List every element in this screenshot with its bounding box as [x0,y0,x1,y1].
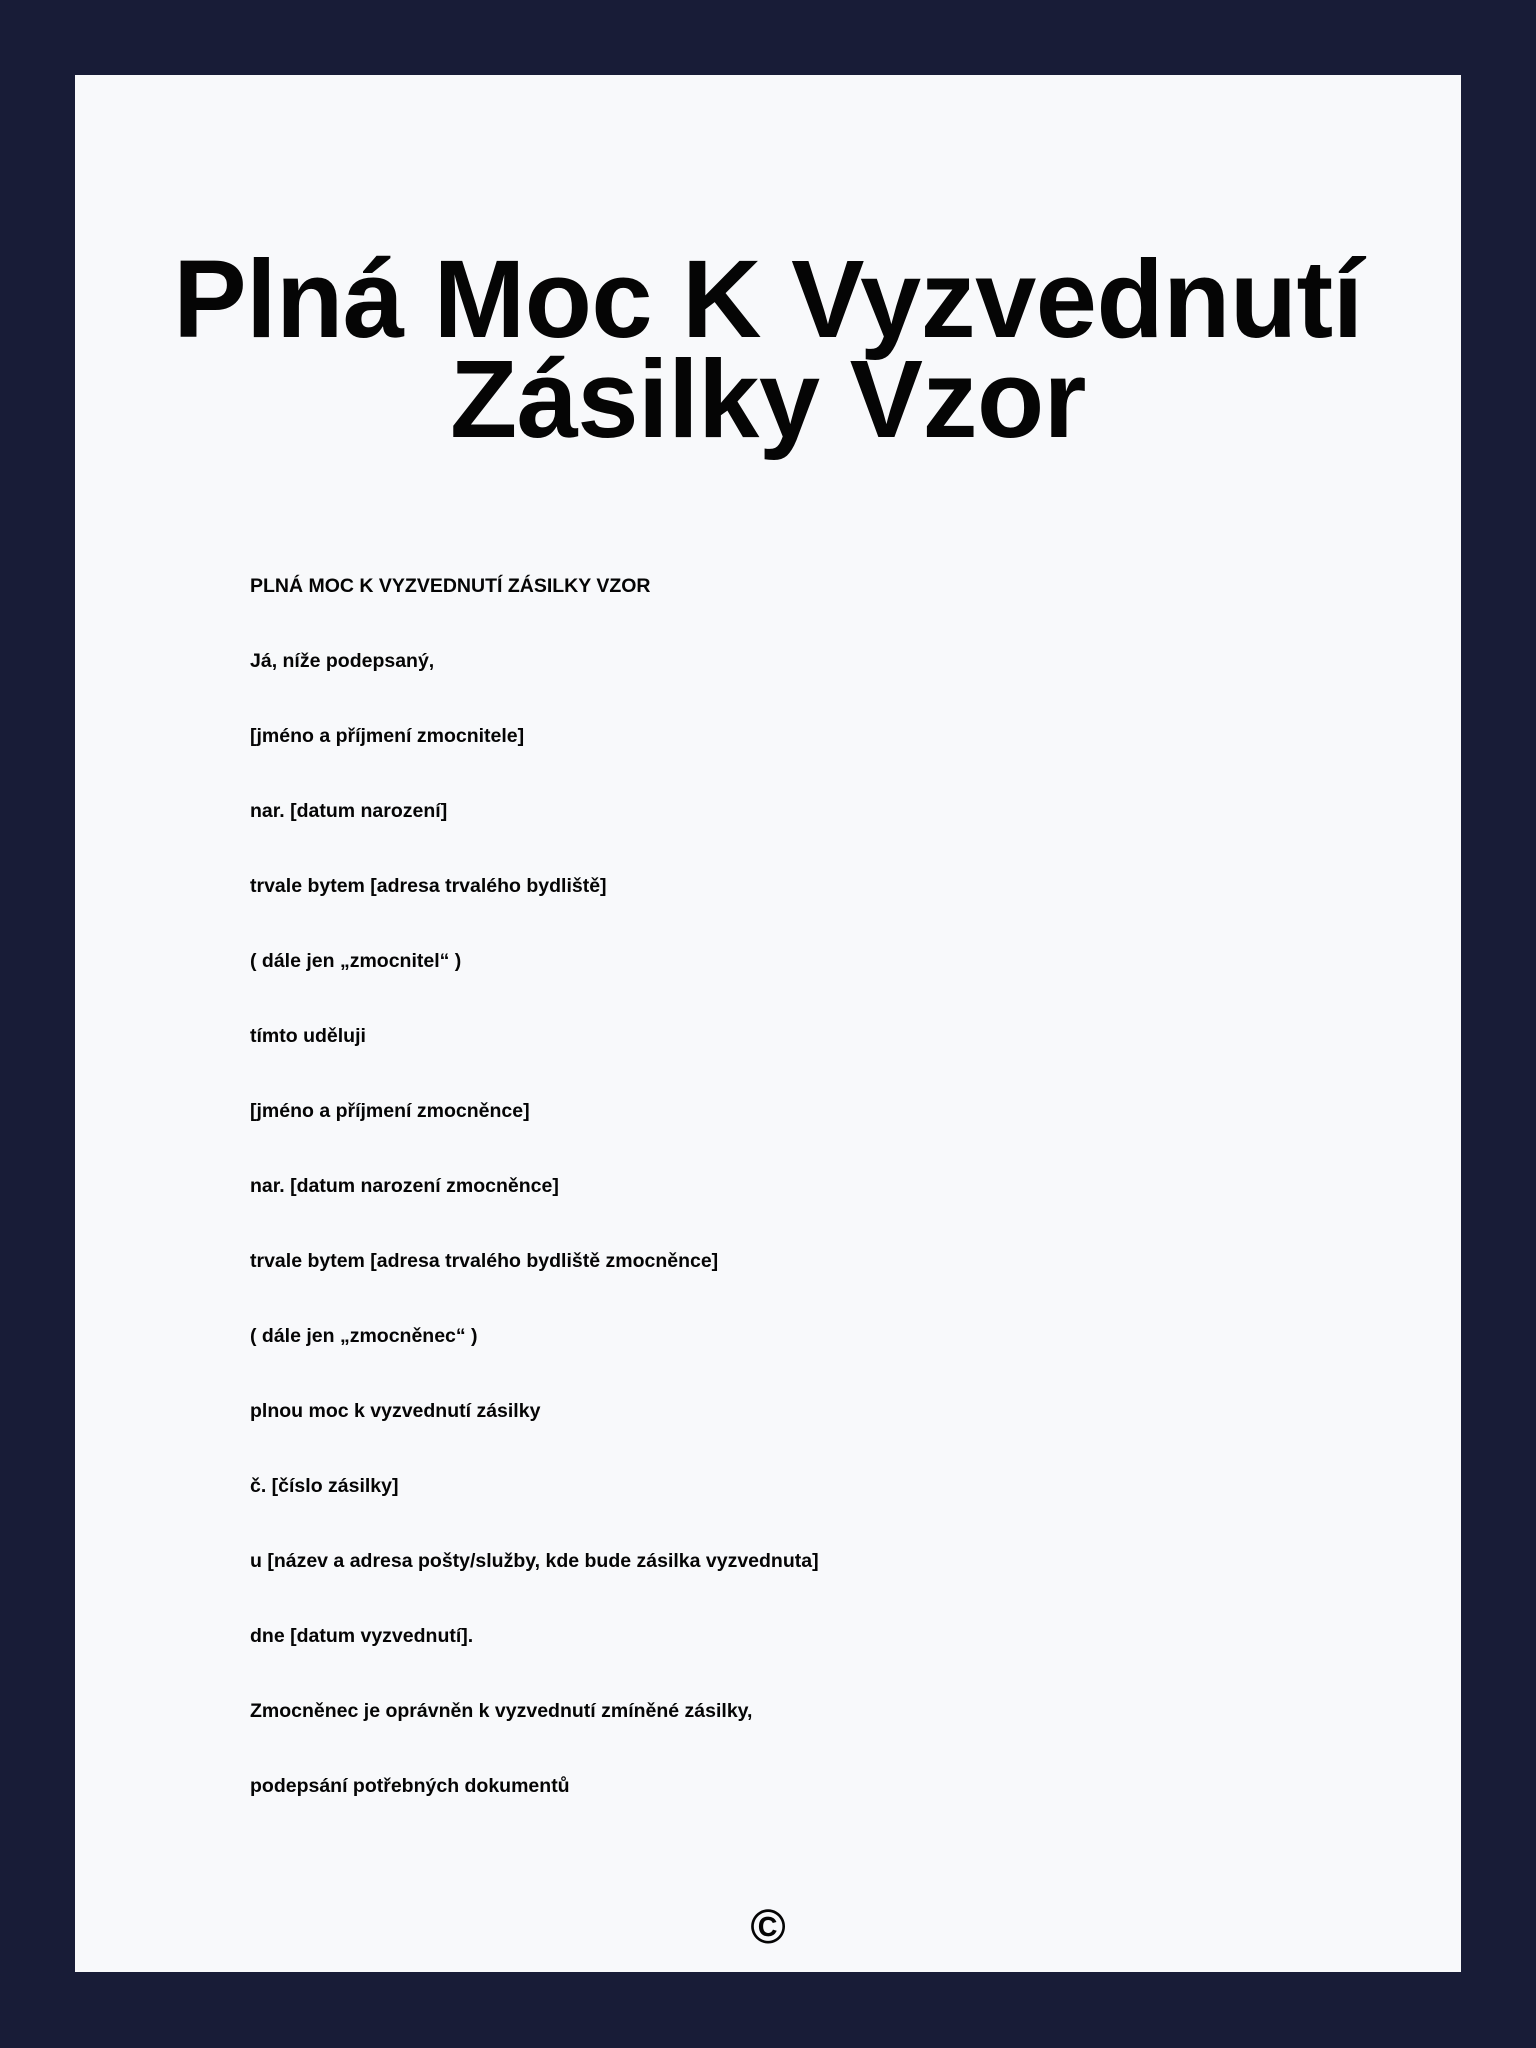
document-line: u [název a adresa pošty/služby, kde bude zásilka vyzvednuta] [250,1550,819,1572]
title-line-2: Zásilky Vzor [450,338,1086,461]
document-line: trvale bytem [adresa trvalého bydliště] [250,875,607,897]
document-line: [jméno a příjmení zmocněnce] [250,1100,530,1122]
document-line: tímto uděluji [250,1025,366,1047]
document-line: podepsání potřebných dokumentů [250,1775,570,1797]
document-line: ( dále jen „zmocnitel“ ) [250,950,462,972]
document-line: Já, níže podepsaný, [250,650,435,672]
copyright-symbol: © [750,1901,786,1954]
title-line-1: Plná Moc K Vyzvednutí [173,238,1363,361]
document-page [75,75,1461,1972]
document-line: č. [číslo zásilky] [250,1475,399,1497]
document-body [250,549,1250,1824]
document-line: nar. [datum narození zmocněnce] [250,1175,559,1197]
document-line: trvale bytem [adresa trvalého bydliště zmocněnce] [250,1250,719,1272]
document-line: nar. [datum narození] [250,800,448,822]
document-line: ( dále jen „zmocněnec“ ) [250,1325,478,1347]
document-heading: PLNÁ MOC K VYZVEDNUTÍ ZÁSILKY VZOR [250,575,651,597]
document-line: dne [datum vyzvednutí]. [250,1625,474,1647]
page-title [75,238,1461,461]
document-line: [jméno a příjmení zmocnitele] [250,725,525,747]
document-line: Zmocněnec je oprávněn k vyzvednutí zmíněné zásilky, [250,1700,753,1722]
document-line: plnou moc k vyzvednutí zásilky [250,1400,541,1422]
